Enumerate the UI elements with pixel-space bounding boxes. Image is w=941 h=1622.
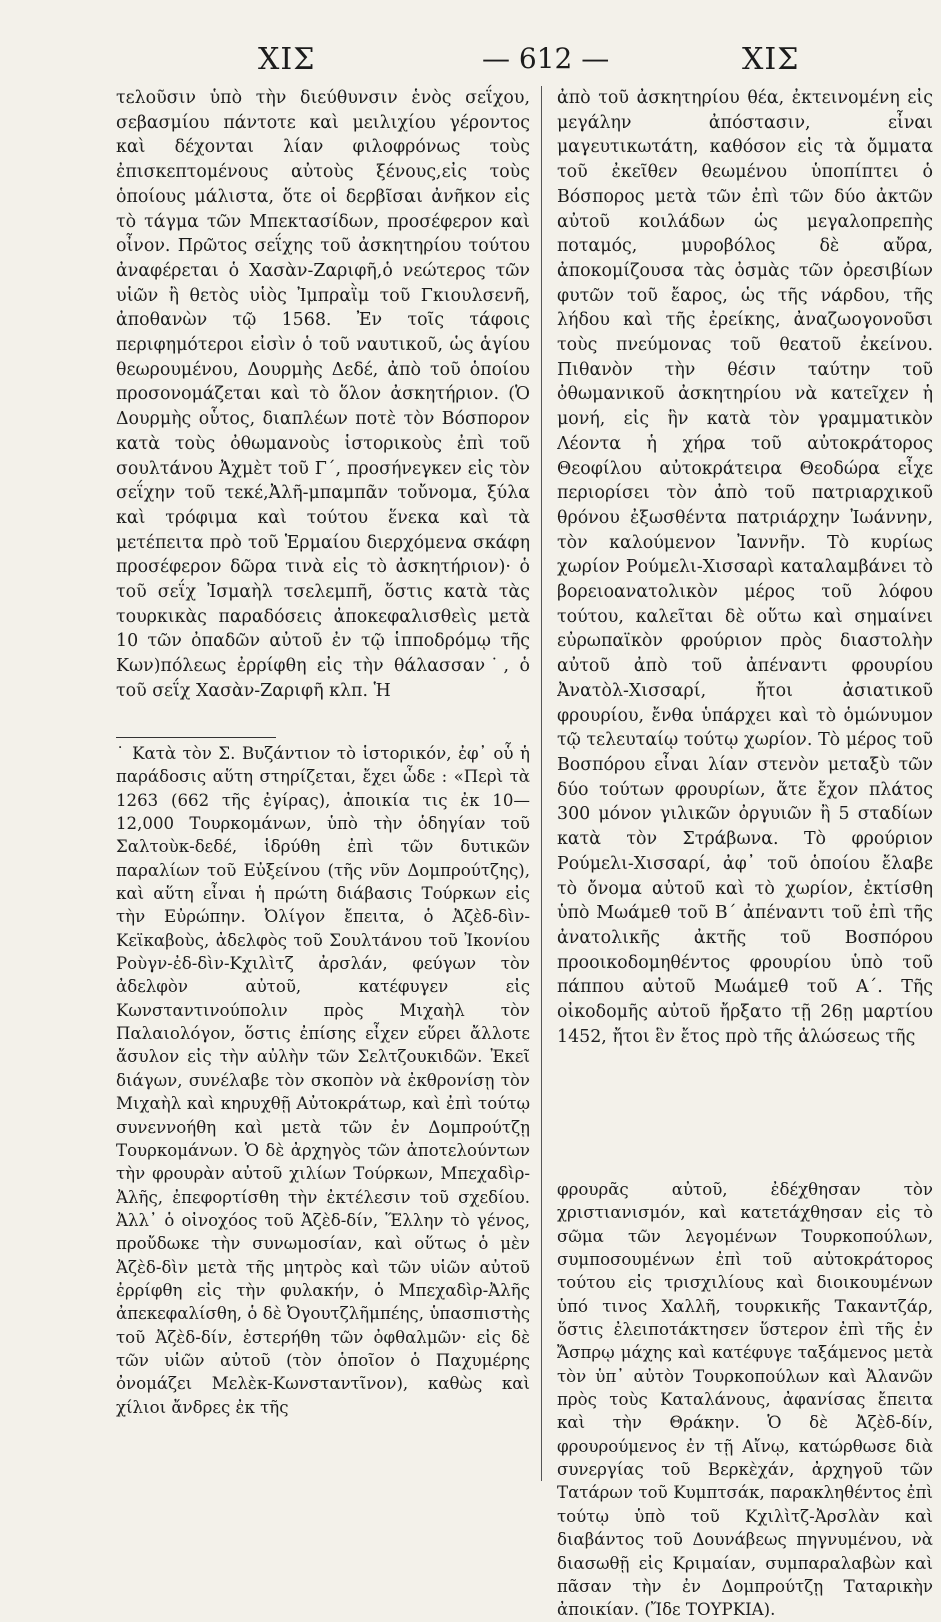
left-column-paragraph: τελοῦσιν ὑπὸ τὴν διεύθυνσιν ἑνὸς σεΐχου, σεβασμίου πάντοτε καὶ μειλιχίου γέροντος καὶ δέχονται λίαν φιλοφρόνως τοὺς ἐπισκεπτομένους αὐτοὺς ξένους,εἰς τοὺς ὁποίους μάλιστα, ὅτε οἱ δερβῖσαι ἀνῆκον εἰς τὸ τάγμα τῶν Μπεκτασίδων, προσέφερον καὶ οἶνον. Πρῶτος σεΐχης τοῦ ἀσκητηρίου τούτου ἀναφέρεται ὁ Χασὰν-Ζαριφῆ,ὁ νεώτερος τῶν υἱῶν ἢ θετὸς υἱὸς Ἰμπραῒμ τοῦ Γκιουλσενῆ, ἀποθανὼν τῷ 1568. Ἐν τοῖς τάφοις περιφημότεροι εἰσὶν ὁ τοῦ ναυτικοῦ, ὡς ἁγίου θεωρουμένου, Δουρμὴς Δεδέ, ἀπὸ τοῦ ὁποίου προσονομάζεται καὶ τὸ ὅλον ἀσκητήριον. (Ὁ Δουρμὴς οὗτος, διαπλέων ποτὲ τὸν Βόσπορον κατὰ τοὺς ὀθωμανοὺς ἱστορικοὺς ἐπὶ τοῦ σουλτάνου Ἀχμὲτ τοῦ Γ΄, προσήνεγκεν εἰς τὸν σεΐχην τοῦ τεκέ,Ἀλῆ-μπαμπᾶν τοὔνομα, ξύλα καὶ τρόφιμα καὶ τούτου ἕνεκα καὶ τὰ μετέπειτα πρὸ τοῦ Ἑρμαίου διερχόμενα σκάφη προσέφερον δῶρα τινὰ εἰς τὸ ἀσκητήριον)· ὁ τοῦ σεΐχ Ἰσμαὴλ τσελεμπῆ, ὅστις κατὰ τὰς τουρκικὰς παραδόσεις ἀποκεφαλισθεὶς μετὰ 10 τῶν ὀπαδῶν αὐτοῦ ἐν τῷ ἱπποδρόμῳ τῆς Κων)πόλεως ἐρρίφθη εἰς τὴν θάλασσαν˙, ὁ τοῦ σεΐχ Χασὰν-Ζαριφῆ κλπ. Ἡ — [116, 88, 530, 701]
left-footnote — [116, 742, 530, 1419]
right-column-main-text — [557, 86, 933, 1049]
page-number: — 612 — — [482, 42, 610, 75]
page-header — [0, 34, 941, 84]
column-divider — [541, 86, 542, 1481]
footnote-rule — [116, 737, 276, 738]
running-head-left: ΧΙΣ — [258, 42, 316, 77]
left-column-main-text — [116, 86, 530, 704]
right-footnote — [557, 1178, 933, 1622]
right-footnote-text: φρουρᾶς αὐτοῦ, ἐδέχθησαν τὸν χριστιανισμόν, καὶ κατετάχθησαν εἰς τὸ σῶμα τῶν λεγομένων Τουρκοπούλων, συμποσουμένων ἐπὶ τοῦ αὐτοκράτορος τούτου εἰς τρισχιλίους καὶ διοικουμένων ὑπό τινος Χαλλῆ, τουρκικῆς Τακαντζάρ, ὅστις ἐλειποτάκτησεν ὕστερον ἐπὶ τῆς ἐν Ἄσπρῳ μάχης καὶ κατέφυγε ταξάμενος μετὰ τὸν ὑπ᾽ αὐτὸν Τουρκοπούλων καὶ Ἀλανῶν πρὸς τοὺς Καταλάνους, ἀφανίσας ἔπειτα καὶ τὴν Θράκην. Ὁ δὲ Ἀζὲδ-δίν, φρουρούμενος ἐν τῇ Αἴνῳ, κατώρθωσε διὰ συνεργίας τοῦ Βερκὲχάν, ἀρχηγοῦ τῶν Τατάρων τοῦ Κυμπτσάκ, παρακληθέντος ἐπὶ τούτῳ ὑπὸ τοῦ Κχιλὶτζ-Ἀρσλὰν καὶ διαβάντος τοῦ Δουνάβεως πηγνυμένου, νὰ διασωθῇ εἰς Κριμαίαν, συμπαραλαβὼν καὶ πᾶσαν τὴν ἐν Δομπρούτζῃ Ταταρικὴν ἀποικίαν. (Ἴδε ΤΟΥΡΚΙΑ). — [557, 1180, 933, 1620]
right-column-paragraph: ἀπὸ τοῦ ἀσκητηρίου θέα, ἐκτεινομένη εἰς μεγάλην ἀπόστασιν, εἶναι μαγευτικωτάτη, καθόσον εἰς τὰ ὄμματα τοῦ ἐκεῖθεν θεωμένου ὑποπίπτει ὁ Βόσπορος μετὰ τῶν ἐπὶ τῶν δύο ἀκτῶν αὐτοῦ κοιλάδων ὡς μεγαλοπρεπὴς ποταμός, μυροβόλος δὲ αὔρα, ἀποκομίζουσα τὰς ὀσμὰς τῶν ὀρεσιβίων φυτῶν τοῦ ἔαρος, ὡς τῆς νάρδου, τῆς λήδου καὶ τῆς ἐρείκης, ἀναζωογονοῦσι τοὺς πνεύμονας τοῦ θεατοῦ ἐκείνου. Πιθανὸν τὴν θέσιν ταύτην τοῦ ὀθωμανικοῦ ἀσκητηρίου νὰ κατεῖχεν ἡ μονή, εἰς ἣν κατὰ τὸν γραμματικὸν Λέοντα ἡ χήρα τοῦ αὐτοκράτορος Θεοφίλου αὐτοκράτειρα Θεοδώρα εἶχε περιορίσει τὸν ἀπὸ τοῦ πατριαρχικοῦ θρόνου ἐξωσθέντα πατριάρχην Ἰωάννην, τὸν καλούμενον Ἰαννῆν. Τὸ κυρίως χωρίον Ρούμελι-Χισσαρὶ καταλαμβάνει τὸ βορειοανατολικὸν μέρος τοῦ λόφου τούτου, καλεῖται δὲ οὕτω καὶ σημαίνει εὐρωπαϊκὸν φρούριον πρὸς διαστολὴν αὐτοῦ ἀπὸ τοῦ ἀπέναντι φρουρίου Ἀνατὸλ-Χισσαρί, ἤτοι ἀσιατικοῦ φρουρίου, ἔνθα ὑπάρχει καὶ τὸ ὁμώνυμον τῷ τελευταίῳ τούτῳ χωρίον. Τὸ μέρος τοῦ Βοσπόρου εἶναι λίαν στενὸν μεταξὺ τῶν δύο τούτων φρουρίων, ἅτε ἔχον πλάτος 300 μόνον γιλικῶν ὀργυιῶν ἢ 5 σταδίων κατὰ τὸν Στράβωνα. Τὸ φρούριον Ρούμελι-Χισσαρί, ἀφ᾽ τοῦ ὁποίου ἔλαβε τὸ ὄνομα αὐτοῦ καὶ τὸ χωρίον, ἐκτίσθη ὑπὸ Μωάμεθ τοῦ Β΄ ἀπέναντι τοῦ ἐπὶ τῆς ἀνατολικῆς ἀκτῆς τοῦ Βοσπόρου προοικοδομηθέντος φρουρίου ὑπὸ τοῦ πάππου αὐτοῦ Μωάμεθ τοῦ Α΄. Τῆς οἰκοδομῆς αὐτοῦ ἤρξατο τῇ 26ῃ μαρτίου 1452, ἤτοι ἓν ἔτος πρὸ τῆς ἁλώσεως τῆς — [557, 88, 933, 1047]
running-head-right: ΧΙΣ — [742, 42, 800, 77]
left-footnote-text: ˙ Κατὰ τὸν Σ. Βυζάντιον τὸ ἱστορικόν, ἐφ᾽ οὗ ἡ παράδοσις αὕτη στηρίζεται, ἔχει ὧδε : «Περὶ τὰ 1263 (662 τῆς ἐγίρας), ἀποικία τις ἐκ 10—12,000 Τουρκομάνων, ὑπὸ τὴν ὁδηγίαν τοῦ Σαλτοὺκ-δεδέ, ἱδρύθη ἐπὶ τῶν δυτικῶν παραλίων τοῦ Εὐξείνου (τῆς νῦν Δομπρούτζης), καὶ αὕτη εἶναι ἡ πρώτη διάβασις Τούρκων εἰς τὴν Εὐρώπην. Ὀλίγον ἔπειτα, ὁ Ἀζὲδ-δὶν-Κεϊκαβοὺς, ἀδελφὸς τοῦ Σουλτάνου τοῦ Ἰκονίου Ροὺγν-ἐδ-δὶν-Κχιλὶτζ ἀρσλάν, φεύγων τὸν ἀδελφὸν αὐτοῦ, κατέφυγεν εἰς Κωνσταντινούπολιν πρὸς Μιχαὴλ τὸν Παλαιολόγον, ὅστις ἐπίσης εἶχεν εὕρει ἄλλοτε ἄσυλον εἰς τὴν αὐλὴν τῶν Σελτζουκιδῶν. Ἐκεῖ διάγων, συνέλαβε τὸν σκοπὸν νὰ ἐκθρονίσῃ τὸν Μιχαὴλ καὶ κηρυχθῇ Αὐτοκράτωρ, καὶ ἐπὶ τούτῳ συνεννοήθη καὶ μετὰ τῶν ἐν Δομπρούτζῃ Τουρκομάνων. Ὁ δὲ ἀρχηγὸς τῶν ἀποτελούντων τὴν φρουρὰν αὐτοῦ χιλίων Τούρκων, Μπεχαδὶρ-Ἀλῆς, ἐπεφορτίσθη τὴν ἐκτέλεσιν τοῦ σχεδίου. Ἀλλ᾽ ὁ οἰνοχόος τοῦ Ἀζὲδ-δίν, Ἕλλην τὸ γένος, προὔδωκε τὴν συνωμοσίαν, καὶ οὕτως ὁ μὲν Ἀζὲδ-δὶν μετὰ τῆς μητρὸς καὶ τῶν υἱῶν αὐτοῦ ἐρρίφθη εἰς τὴν φυλακήν, ὁ Μπεχαδὶρ-Ἀλῆς ἀπεκεφαλίσθη, ὁ δὲ Ὀγουτζλῆμπέης, ὑπασπιστὴς τοῦ Ἀζὲδ-δίν, ἐστερήθη τῶν ὀφθαλμῶν· εἰς δὲ τῶν υἱῶν αὐτοῦ (τὸν ὁποῖον ὁ Παχυμέρης ὀνομάζει Μελὲκ-Κωνσταντῖνον), καθὼς καὶ χίλιοι ἄνδρες ἐκ τῆς — [116, 744, 530, 1417]
